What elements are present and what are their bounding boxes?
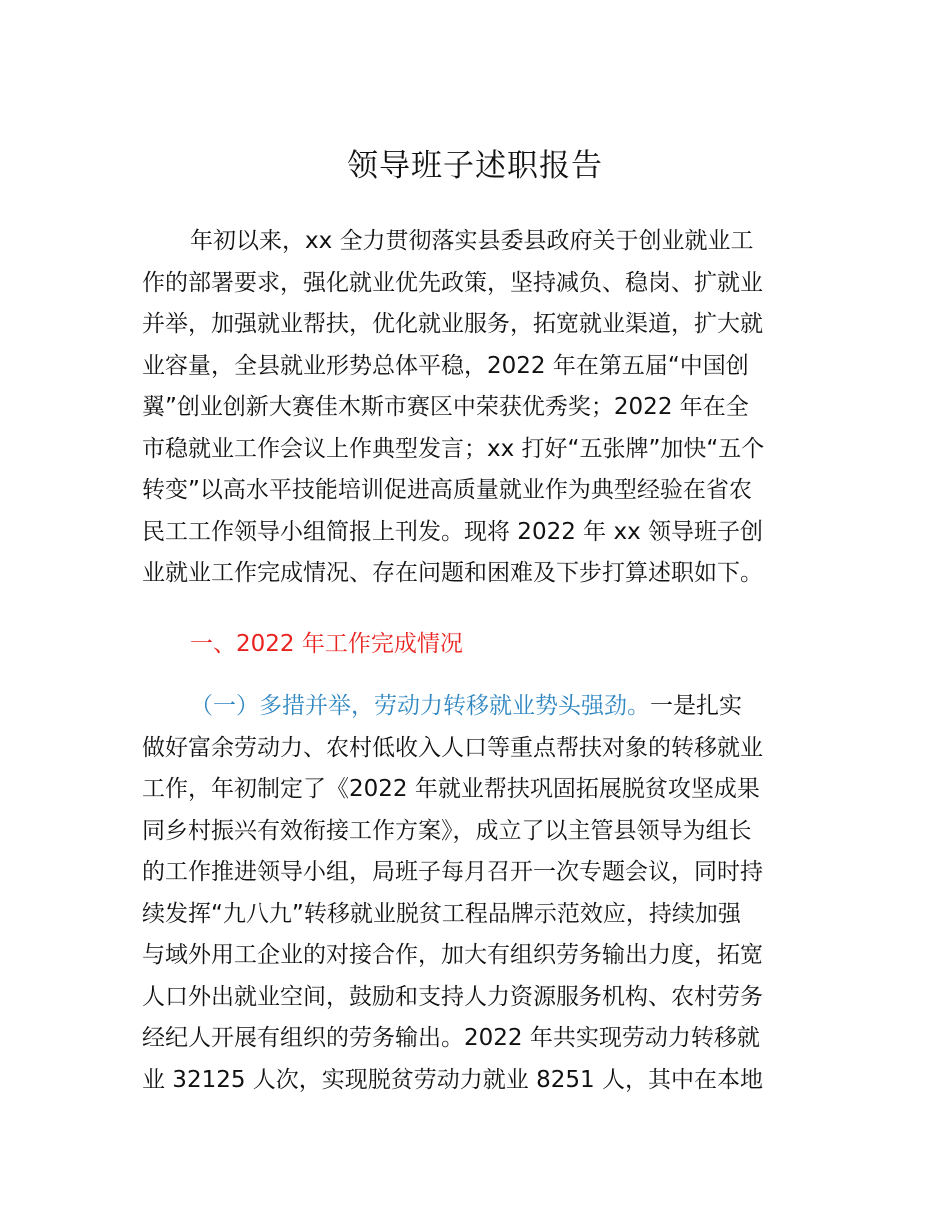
paragraph-line: 工作，年初制定了《2022 年就业帮扶巩固拓展脱贫攻坚成果 — [142, 776, 760, 802]
paragraph-line: 业容量，全县就业形势总体平稳，2022 年在第五届“中国创 — [142, 352, 749, 379]
paragraph-line: 并举，加强就业帮扶，优化就业服务，拓宽就业渠道，扩大就 — [142, 311, 763, 337]
paragraph-line: 的工作推进领导小组，局班子每月召开一次专题会议，同时持 — [142, 859, 763, 885]
paragraph-line: 续发挥“九八九”转移就业脱贫工程品牌示范效应，持续加强 — [142, 900, 741, 927]
section-heading: 一、2022 年工作完成情况 — [190, 631, 463, 657]
paragraph-line: 同乡村振兴有效衔接工作方案》，成立了以主管县领导为组长 — [142, 817, 752, 844]
subsection-paragraph — [142, 686, 822, 1101]
paragraph-line: 年初以来，xx 全力贯彻落实县委县政府关于创业就业工 — [190, 228, 754, 254]
paragraph-line: 经纪人开展有组织的劳务输出。2022 年共实现劳动力转移就 — [142, 1025, 760, 1051]
paragraph-line: 业就业工作完成情况、存在问题和困难及下步打算述职如下。 — [142, 560, 763, 586]
document-title: 领导班子述职报告 — [347, 148, 603, 184]
paragraph-line: 翼”创业创新大赛佳木斯市赛区中荣获优秀奖；2022 年在全 — [142, 394, 749, 420]
paragraph-line: 业 32125 人次，实现脱贫劳动力就业 8251 人，其中在本地 — [142, 1066, 763, 1093]
paragraph-line: 作的部署要求，强化就业优先政策，坚持减负、稳岗、扩就业 — [142, 269, 763, 296]
paragraph-first-line — [142, 686, 822, 728]
paragraph-line: 市稳就业工作会议上作典型发言；xx 打好“五张牌”加快“五个 — [142, 435, 765, 462]
paragraph-line: 人口外出就业空间，鼓励和支持人力资源服务机构、农村劳务 — [142, 983, 763, 1010]
paragraph-line: 与域外用工企业的对接合作，加大有组织劳务输出力度，拓宽 — [142, 942, 763, 968]
paragraph-line-rest: 一是扎实 — [650, 693, 742, 719]
intro-paragraph — [142, 221, 822, 595]
subsection-heading: （一）多措并举，劳动力转移就业势头强劲。 — [190, 693, 650, 719]
paragraph-line: 转变”以高水平技能培训促进高质量就业作为典型经验在省农 — [142, 477, 752, 503]
paragraph-line: 做好富余劳动力、农村低收入人口等重点帮扶对象的转移就业 — [142, 734, 763, 761]
paragraph-line: 民工工作领导小组简报上刊发。现将 2022 年 xx 领导班子创 — [142, 518, 763, 545]
